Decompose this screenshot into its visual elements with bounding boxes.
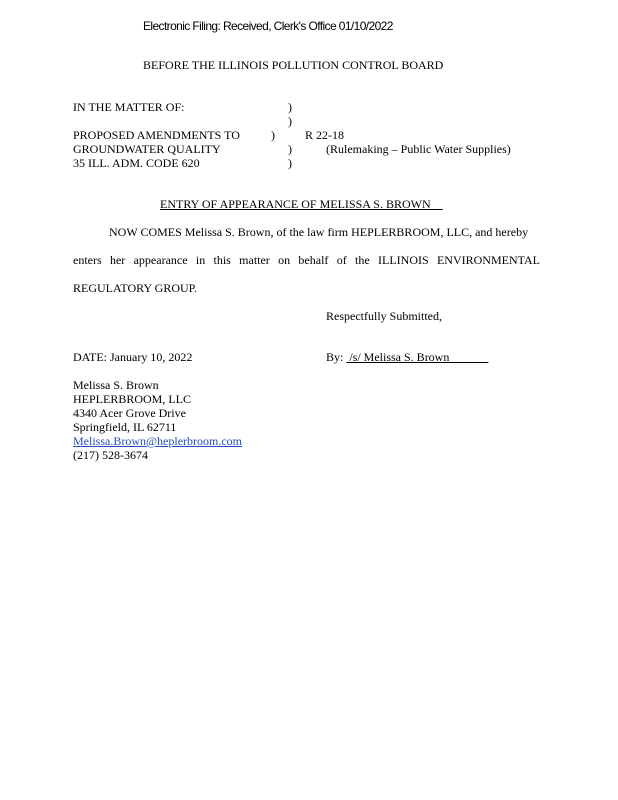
caption-paren: ) [288,100,292,114]
caption-paren: ) [271,128,275,142]
contact-street: 4340 Acer Grove Drive [73,406,186,420]
caption-paren: ) [288,156,292,170]
case-number: R 22-18 [305,128,344,142]
contact-firm: HEPLERBROOM, LLC [73,392,192,406]
caption-paren: ) [288,142,292,156]
contact-email-link[interactable]: Melissa.Brown@heplerbroom.com [73,434,243,448]
caption-in-matter: IN THE MATTER OF: [73,100,185,114]
board-title: BEFORE THE ILLINOIS POLLUTION CONTROL BOARD [143,58,444,72]
signature: /s/ Melissa S. Brown [349,350,450,364]
date-line: DATE: January 10, 2022 [73,350,193,364]
caption-paren: ) [288,114,292,128]
contact-phone: (217) 528-3674 [73,448,148,462]
filing-stamp: Electronic Filing: Received, Clerk's Office 01/10/2022 [143,19,393,33]
closing: Respectfully Submitted, [326,309,442,323]
signature-line [346,350,488,364]
caption-groundwater-quality: GROUNDWATER QUALITY [73,142,221,156]
signature-block [326,350,488,364]
by-label: By: [326,350,344,364]
contact-city: Springfield, IL 62711 [73,420,177,434]
body-line-2: enters her appearance in this matter on behalf of the ILLINOIS ENVIRONMENTAL [73,253,540,267]
case-type: (Rulemaking – Public Water Supplies) [326,142,511,156]
contact-name: Melissa S. Brown [73,378,159,392]
body-line-3: REGULATORY GROUP. [73,281,198,295]
caption-proposed-amendments: PROPOSED AMENDMENTS TO [73,128,240,142]
body-line-1: NOW COMES Melissa S. Brown, of the law firm HEPLERBROOM, LLC, and hereby [109,225,529,239]
caption-code: 35 ILL. ADM. CODE 620 [73,156,200,170]
document-heading: ENTRY OF APPEARANCE OF MELISSA S. BROWN [160,197,431,211]
